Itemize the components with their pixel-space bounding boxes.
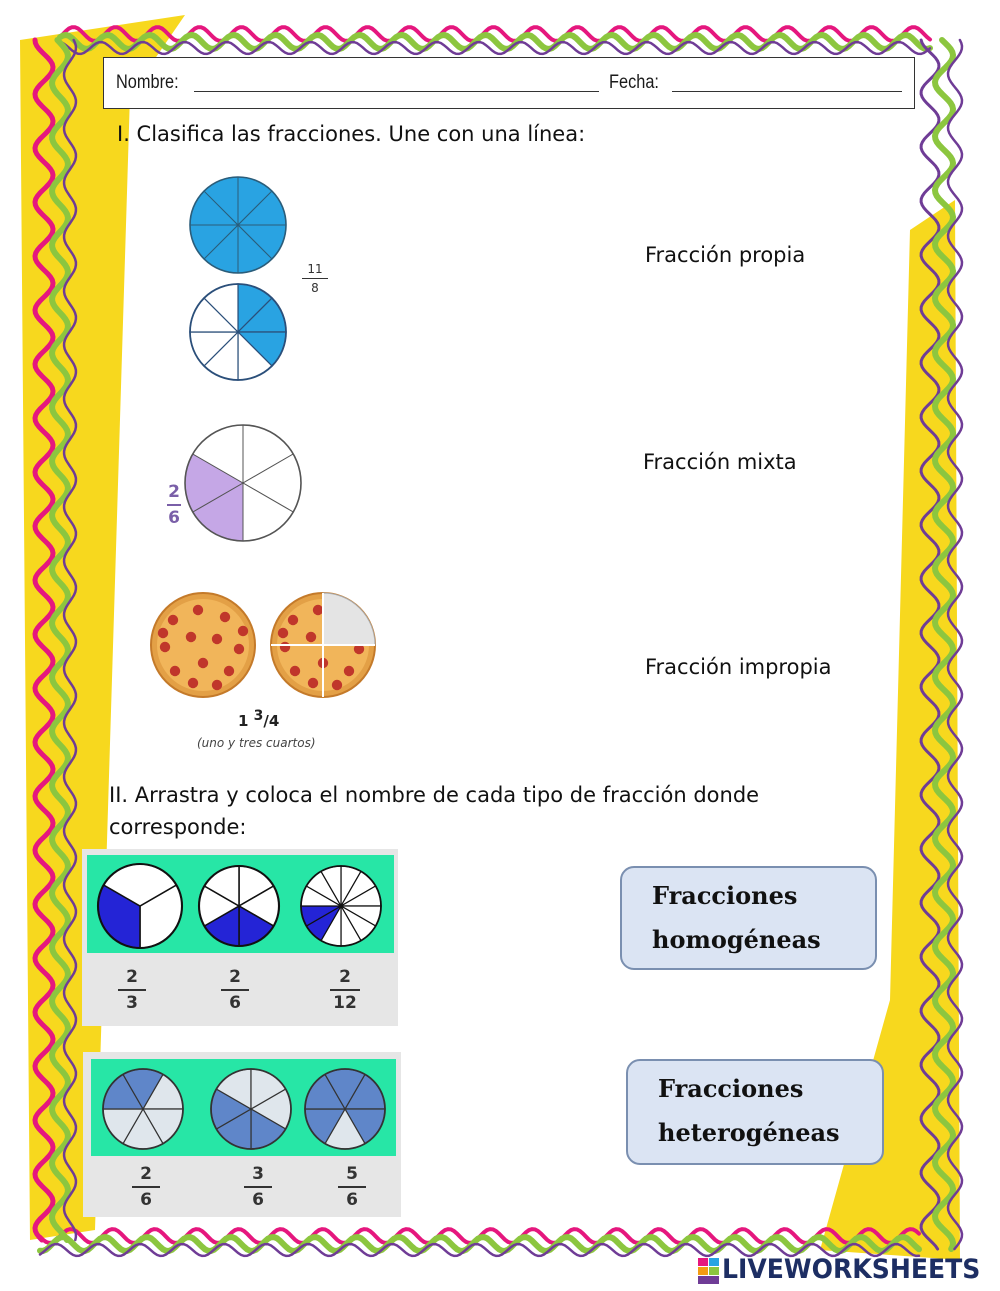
box-1-line2: homogéneas <box>652 925 821 954</box>
fraction-2-6-b: 2 6 <box>131 1164 161 1210</box>
box-fracciones-homogeneas[interactable] <box>620 866 877 970</box>
logo-text: LIVEWORKSHEETS <box>722 1254 981 1285</box>
name-label: Nombre: <box>116 72 179 93</box>
fraction-5-6: 5 6 <box>337 1164 367 1210</box>
section-1-title: I. Clasifica las fracciones. Une con una línea: <box>117 122 586 146</box>
box-2-line2: heterogéneas <box>658 1118 840 1147</box>
fraction-2-6: 2 6 <box>168 482 180 528</box>
fraction-group-2 <box>83 1052 401 1217</box>
label-fraccion-mixta[interactable]: Fracción mixta <box>643 450 797 474</box>
label-fraccion-propia[interactable]: Fracción propia <box>645 243 806 267</box>
mixed-number: 1 $^3$/4 <box>238 708 280 730</box>
box-1-line1: Fracciones <box>652 881 798 910</box>
circle-partial-eighths <box>190 284 286 380</box>
date-field[interactable] <box>672 91 902 92</box>
date-label: Fecha: <box>609 72 659 93</box>
fraction-2-3: 2 3 <box>117 967 147 1013</box>
box-2-line1: Fracciones <box>658 1074 804 1103</box>
circles-group-1 <box>82 849 398 959</box>
fraction-11-8: 11 8 <box>300 262 330 295</box>
circle-sixths-violet <box>180 420 310 550</box>
circles-group-2 <box>83 1052 401 1162</box>
box-fracciones-heterogeneas[interactable] <box>626 1059 884 1165</box>
section-2-title-line2: corresponde: <box>109 815 247 839</box>
circle-full-eighths <box>190 177 286 273</box>
label-fraccion-impropia[interactable]: Fracción impropia <box>645 655 832 679</box>
fraction-group-1 <box>82 849 398 1026</box>
fraction-3-6: 3 6 <box>243 1164 273 1210</box>
circle-eighths-group <box>180 170 300 390</box>
fraction-2-6-a: 2 6 <box>220 967 250 1013</box>
mixed-number-caption: (uno y tres cuartos) <box>197 736 316 750</box>
header-box <box>103 57 915 109</box>
fraction-2-12: 2 12 <box>327 967 363 1013</box>
section-2-title-line1: II. Arrastra y coloca el nombre de cada tipo de fracción donde <box>109 783 760 807</box>
liveworksheets-logo-icon <box>698 1258 720 1284</box>
pizza-group <box>148 590 380 710</box>
name-field[interactable] <box>194 91 599 92</box>
